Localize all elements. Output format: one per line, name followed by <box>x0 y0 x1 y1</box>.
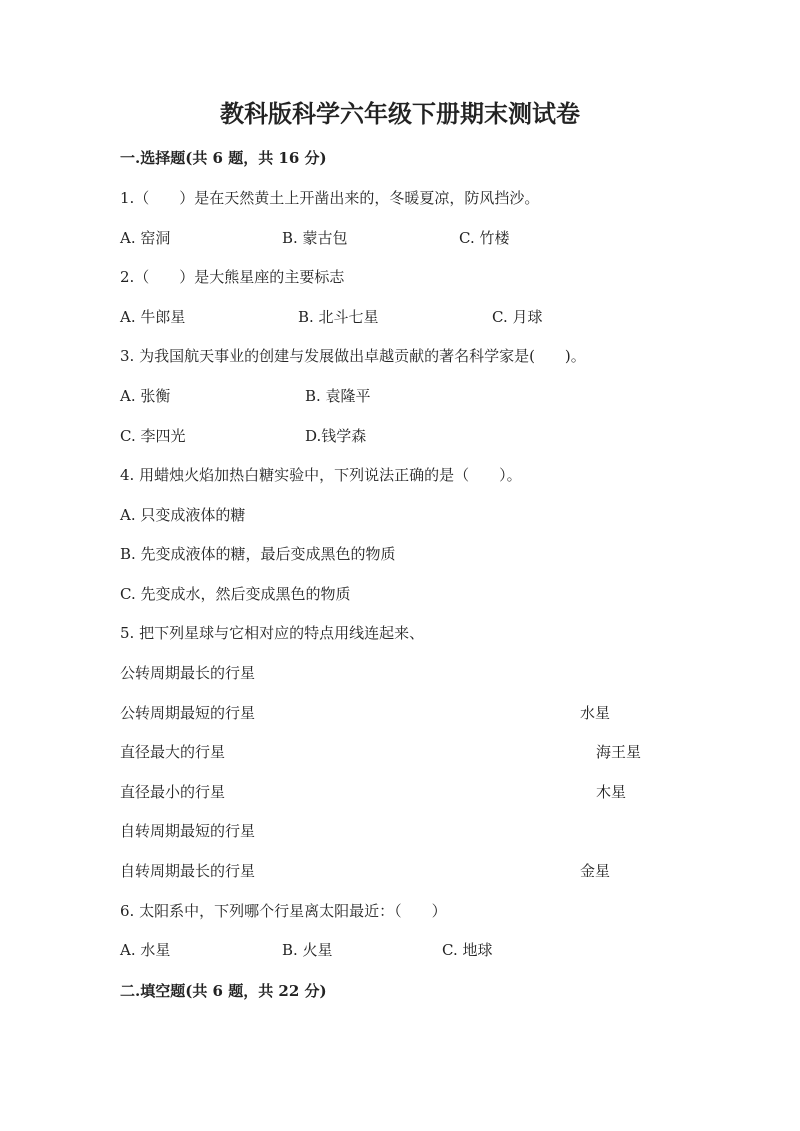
question-1-option-b: B. 蒙古包 <box>282 229 348 247</box>
question-3-option-c: C. 李四光 <box>120 427 186 445</box>
question-3-stem: 3. 为我国航天事业的创建与发展做出卓越贡献的著名科学家是( )。 <box>120 347 586 365</box>
section-heading-choice: 一.选择题(共 6 题，共 16 分) <box>120 149 327 167</box>
match-left-item: 公转周期最短的行星 <box>120 704 256 722</box>
match-right-item: 海王星 <box>596 743 642 761</box>
question-1-option-a: A. 窑洞 <box>120 229 171 247</box>
match-left-item: 自转周期最长的行星 <box>120 862 256 880</box>
question-4-option-a: A. 只变成液体的糖 <box>120 506 246 524</box>
question-6-option-a: A. 水星 <box>120 941 171 959</box>
match-right-item: 木星 <box>596 783 627 801</box>
question-3-option-b: B. 袁隆平 <box>305 387 371 405</box>
question-1-stem: 1.（ ）是在天然黄土上开凿出来的，冬暖夏凉，防风挡沙。 <box>120 189 540 207</box>
question-2-stem: 2.（ ）是大熊星座的主要标志 <box>120 268 345 286</box>
section-heading-fill-blank: 二.填空题(共 6 题，共 22 分) <box>120 982 327 1000</box>
page-title: 教科版科学六年级下册期末测试卷 <box>220 99 580 128</box>
match-left-item: 自转周期最短的行星 <box>120 822 256 840</box>
question-4-stem: 4. 用蜡烛火焰加热白糖实验中，下列说法正确的是（ ）。 <box>120 466 522 484</box>
question-4-option-b: B. 先变成液体的糖，最后变成黑色的物质 <box>120 545 396 563</box>
match-left-item: 直径最大的行星 <box>120 743 226 761</box>
match-right-item: 金星 <box>580 862 611 880</box>
match-left-item: 直径最小的行星 <box>120 783 226 801</box>
question-2-option-c: C. 月球 <box>492 308 543 326</box>
question-4-option-c: C. 先变成水，然后变成黑色的物质 <box>120 585 351 603</box>
question-5-stem: 5. 把下列星球与它相对应的特点用线连起来、 <box>120 624 425 642</box>
match-left-item: 公转周期最长的行星 <box>120 664 256 682</box>
question-6-option-b: B. 火星 <box>282 941 333 959</box>
question-2-option-b: B. 北斗七星 <box>298 308 379 326</box>
question-6-stem: 6. 太阳系中，下列哪个行星离太阳最近：（ ） <box>120 902 447 920</box>
question-3-option-a: A. 张衡 <box>120 387 171 405</box>
question-1-option-c: C. 竹楼 <box>459 229 510 247</box>
question-2-option-a: A. 牛郎星 <box>120 308 186 326</box>
question-6-option-c: C. 地球 <box>442 941 493 959</box>
match-right-item: 水星 <box>580 704 611 722</box>
question-3-option-d: D.钱学森 <box>305 427 367 445</box>
